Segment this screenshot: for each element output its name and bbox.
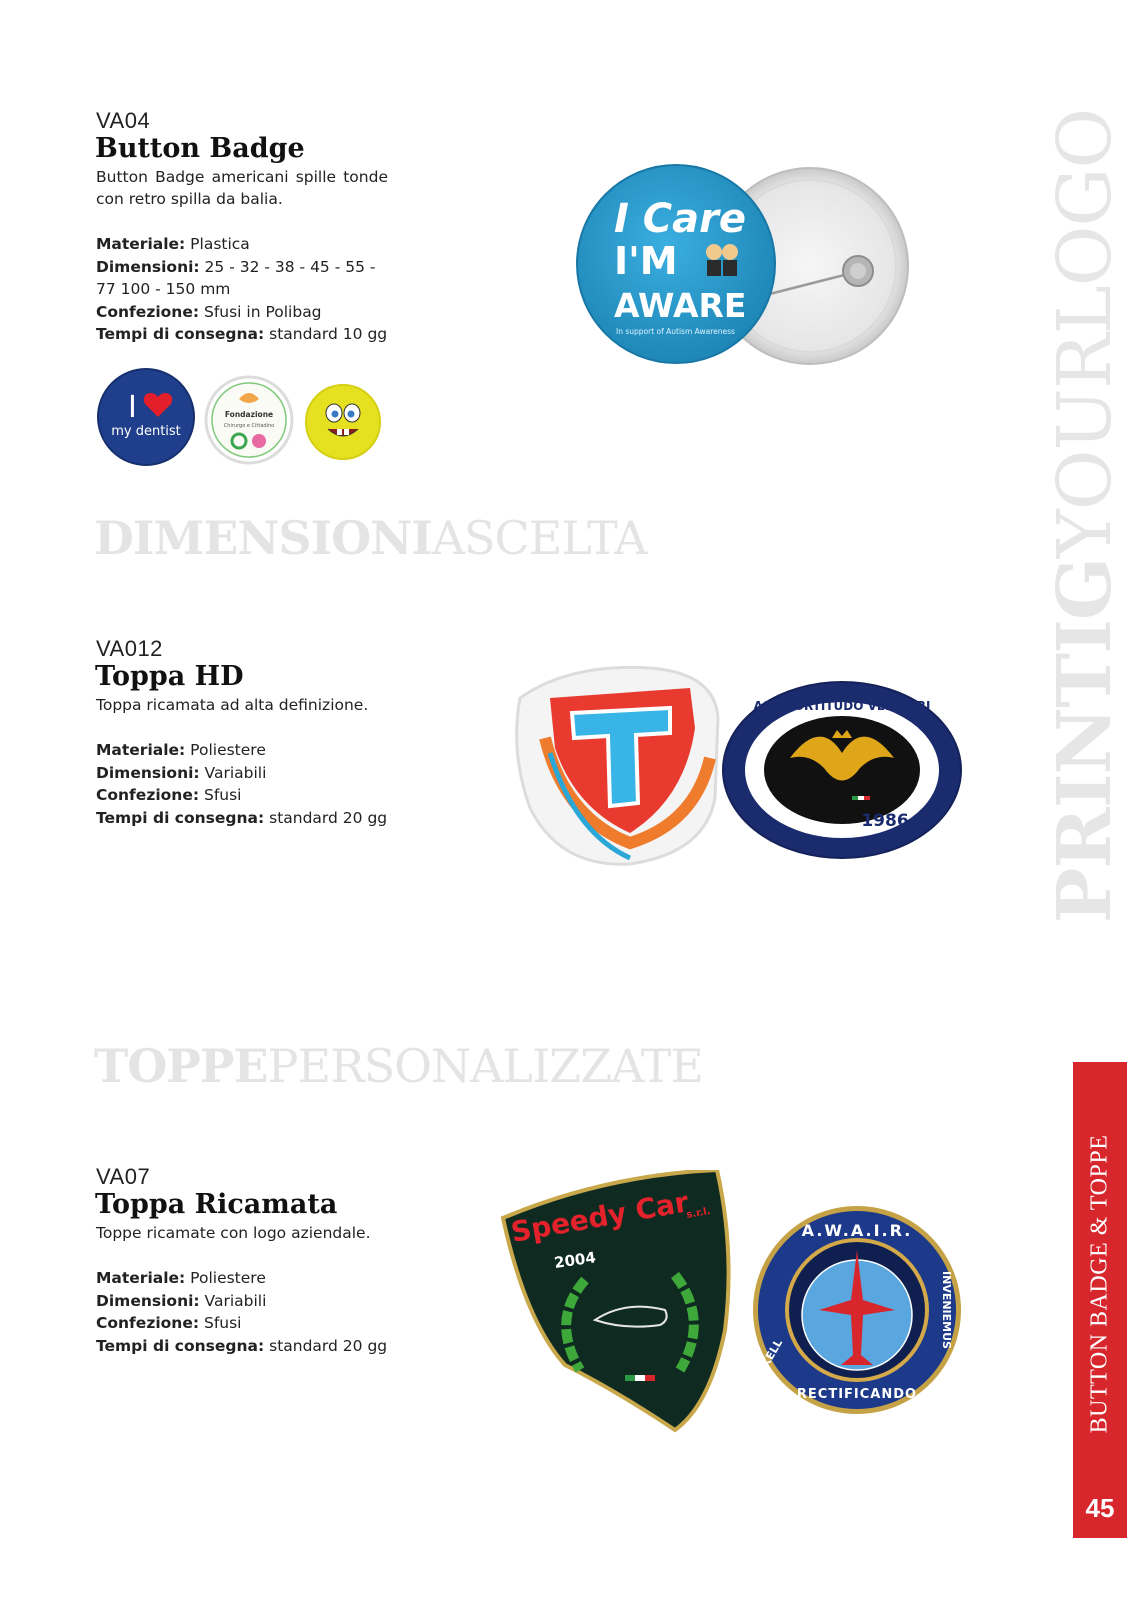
shield-brand-text: Speedy Car <box>508 1185 691 1249</box>
spec-delivery: Tempi di consegna: standard 20 gg <box>96 808 388 827</box>
round-bottom-text: RECTIFICANDO <box>796 1387 918 1402</box>
spec-dimensions: Dimensioni: Variabili <box>96 1291 267 1310</box>
spec-delivery: Tempi di consegna: standard 20 gg <box>96 1336 388 1355</box>
product-description: Toppe ricamate con logo aziendale. <box>96 1224 371 1242</box>
spec-material: Materiale: Poliestere <box>96 741 266 759</box>
product-title: Toppa Ricamata <box>95 1189 338 1220</box>
badge-text-im: I'M <box>614 239 678 283</box>
spec-packaging: Confezione: Sfusi <box>96 786 242 804</box>
toppa-ricamata-image <box>495 1170 975 1445</box>
small-badges-image <box>96 365 391 470</box>
product-specs <box>96 1267 396 1357</box>
vertical-watermark <box>1042 28 1128 1003</box>
product-specs <box>96 739 396 829</box>
badge-text-support: In support of Autism Awareness <box>616 327 735 336</box>
spec-dimensions: Dimensioni: Variabili <box>96 763 267 782</box>
spec-material: Materiale: Plastica <box>96 235 250 253</box>
spec-dimensions: Dimensioni: 25 - 32 - 38 - 45 - 55 - 77 100 - 150 mm <box>96 257 376 298</box>
category-label: BUTTON BADGE & TOPPE <box>1086 1134 1113 1434</box>
patch-ring-text: ASD FORTITUDO VELLETRI <box>753 699 931 713</box>
section-watermark-dimensioni: DIMENSIONIASCELTA <box>94 511 647 565</box>
vertical-watermark-light: YOURLOGO <box>1042 108 1128 558</box>
spec-delivery: Tempi di consegna: standard 10 gg <box>96 325 388 343</box>
spec-packaging: Confezione: Sfusi <box>96 1314 242 1332</box>
patch-year-text: 1986 <box>861 811 909 831</box>
category-sidebar <box>1073 1062 1127 1538</box>
product-description: Toppa ricamata ad alta definizione. <box>96 696 369 714</box>
small-badge-text-chirurgo: Chirurgo e Cittadino <box>223 423 275 429</box>
page-number: 45 <box>1085 1493 1115 1523</box>
badge-text-aware: AWARE <box>614 286 747 325</box>
product-description: Button Badge americani spille tonde con retro spilla da balia. <box>96 168 388 208</box>
product-title: Button Badge <box>95 133 305 164</box>
spec-material: Materiale: Poliestere <box>96 1269 266 1287</box>
shield-suffix-text: s.r.l. <box>685 1205 712 1221</box>
small-badge-text-dentist: my dentist <box>111 424 181 439</box>
round-top-text: A.W.A.I.R. <box>801 1221 913 1240</box>
small-badge-text-fondazione: Fondazione <box>224 410 274 419</box>
product-code: VA04 <box>96 108 151 133</box>
button-badge-image <box>574 162 914 372</box>
product-specs <box>96 233 396 346</box>
badge-text-icare: I Care <box>614 196 747 242</box>
product-title: Toppa HD <box>95 661 244 692</box>
vertical-watermark-bold: PRINTIG <box>1042 557 1128 923</box>
round-right-text: INVENIEMUS <box>940 1271 953 1349</box>
section-watermark-toppe: TOPPEPERSONALIZZATE <box>94 1039 704 1093</box>
product-code: VA07 <box>96 1164 151 1189</box>
product-code: VA012 <box>96 636 163 661</box>
round-left-text: KELL <box>758 1336 786 1370</box>
small-badge-text-i: I <box>128 390 137 425</box>
toppa-hd-image <box>490 658 970 873</box>
shield-year-text: 2004 <box>553 1248 597 1272</box>
spec-packaging: Confezione: Sfusi in Polibag <box>96 302 322 321</box>
